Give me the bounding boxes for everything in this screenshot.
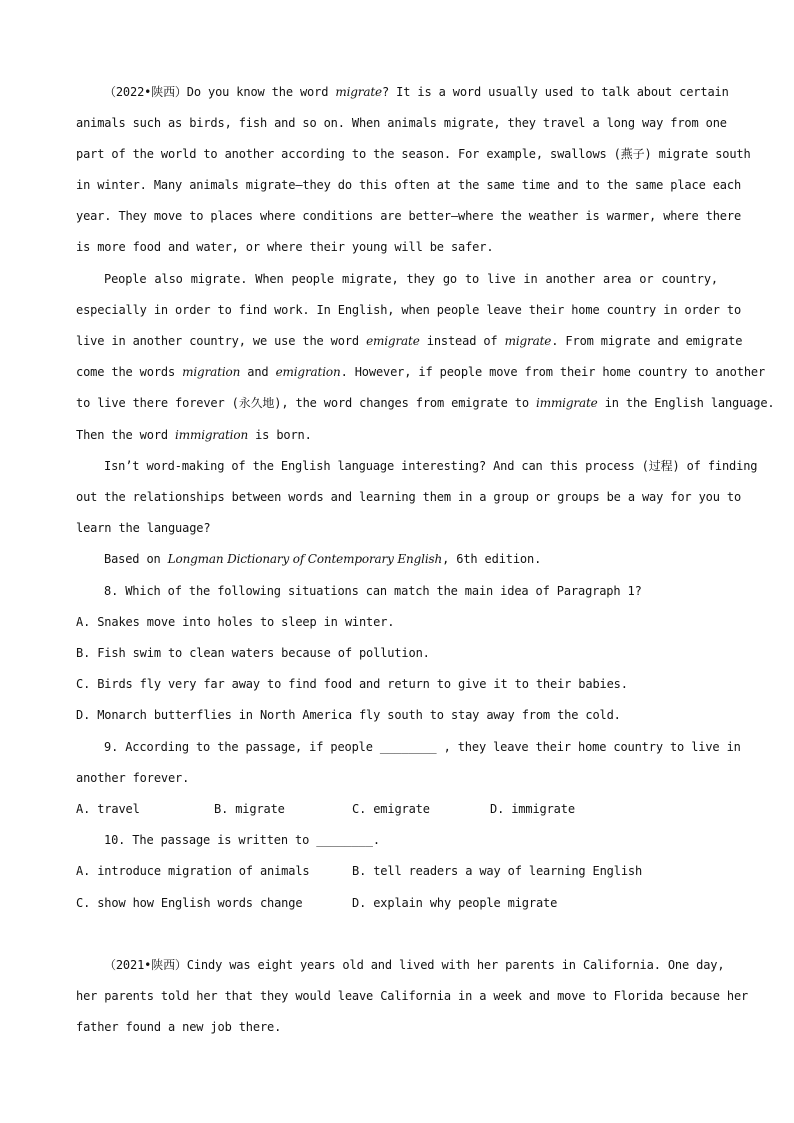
question-8-option-d: D. Monarch butterflies in North America fly south to stay away from the cold. (76, 708, 621, 722)
question-9-stem-cont: another forever. (76, 771, 190, 785)
passage1-line-15: learn the language? (76, 521, 211, 535)
passage1-line-10: come the words migration and emigration. However, if people move from their home country to another (76, 365, 766, 379)
passage2-line-1: （2021•陕西）Cindy was eight years old and lived with her parents in California. One day, (104, 958, 725, 972)
question-10-option-b: B. tell readers a way of learning English (352, 864, 643, 878)
passage1-line-12: Then the word immigration is born. (76, 428, 312, 442)
passage1-line-11: to live there forever (永久地), the word changes from emigrate to immigrate in the English language. (76, 396, 775, 410)
passage1-line-3: part of the world to another according to the season. For example, swallows (燕子) migrate south (76, 147, 751, 161)
question-10-option-d: D. explain why people migrate (352, 896, 558, 910)
passage2-line-3: father found a new job there. (76, 1020, 282, 1034)
source-citation: Based on Longman Dictionary of Contemporary English, 6th edition. (104, 552, 542, 566)
question-8-stem: 8. Which of the following situations can match the main idea of Paragraph 1? (104, 584, 642, 598)
passage1-line-8: especially in order to find work. In English, when people leave their home country in order to (76, 303, 742, 317)
passage1-line-7: People also migrate. When people migrate, they go to live in another area or country, (104, 272, 718, 286)
question-9-option-a: A. travel (76, 802, 140, 816)
passage1-line-5: year. They move to places where conditions are better—where the weather is warmer, where there (76, 209, 742, 223)
question-9-option-b: B. migrate (214, 802, 285, 816)
passage1-line-9: live in another country, we use the word emigrate instead of migrate. From migrate and emigrate (76, 334, 743, 348)
question-9-stem: 9. According to the passage, if people ________ , they leave their home country to live in (104, 740, 741, 754)
question-9-option-c: C. emigrate (352, 802, 430, 816)
passage1-line-1: （2022•陕西）Do you know the word migrate? It is a word usually used to talk about certain (104, 85, 729, 99)
passage1-line-14: out the relationships between words and learning them in a group or groups be a way for you to (76, 490, 742, 504)
passage1-line-2: animals such as birds, fish and so on. When animals migrate, they travel a long way from one (76, 116, 727, 130)
question-10-option-a: A. introduce migration of animals (76, 864, 310, 878)
passage2-line-2: her parents told her that they would leave California in a week and move to Florida because her (76, 989, 749, 1003)
question-8-option-b: B. Fish swim to clean waters because of pollution. (76, 646, 430, 660)
question-9-option-d: D. immigrate (490, 802, 575, 816)
passage1-line-13: Isn’t word-making of the English language interesting? And can this process (过程) of finding (104, 459, 758, 473)
question-8-option-a: A. Snakes move into holes to sleep in winter. (76, 615, 395, 629)
passage1-line-6: is more food and water, or where their young will be safer. (76, 240, 494, 254)
question-8-option-c: C. Birds fly very far away to find food and return to give it to their babies. (76, 677, 628, 691)
question-10-option-c: C. show how English words change (76, 896, 303, 910)
passage1-line-4: in winter. Many animals migrate—they do this often at the same time and to the same place each (76, 178, 742, 192)
question-10-stem: 10. The passage is written to ________. (104, 833, 380, 847)
